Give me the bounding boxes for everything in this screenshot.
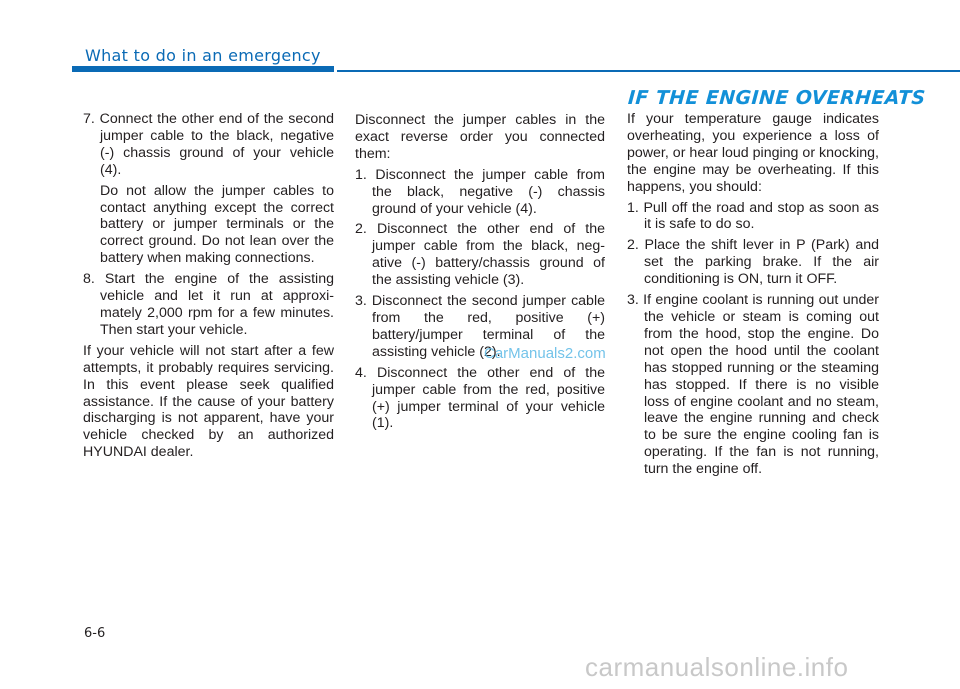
section-title: What to do in an emergency: [85, 46, 321, 65]
step-8: 8. Start the engine of the assisting vehicle and let it run at approximately 2,000 rpm for a few minutes. Then start your vehicle.: [83, 271, 334, 338]
disconnect-step-1: 1. Disconnect the jumper cable from the black, negative (-) chassis ground of your vehicle (4).: [355, 166, 605, 217]
overheat-step-2: 2. Place the shift lever in P (Park) and set the parking brake. If the air conditioning is ON, turn it OFF.: [627, 237, 879, 288]
disconnect-step-3: 3. Disconnect the second jumper cable from the red, positive (+) battery/jumper terminal of the assisting vehicle (2).: [355, 293, 605, 360]
section-heading: IF THE ENGINE OVERHEATS: [627, 87, 927, 109]
text-column-3: [627, 111, 879, 482]
disconnect-step-4: 4. Disconnect the other end of the jumper cable from the red, positive (+) jumper terminal of your vehicle (1).: [355, 364, 605, 432]
watermark: CarManuals2.com: [484, 345, 606, 362]
step-7: 7. Connect the other end of the second jumper cable to the black, negative (-) chassis ground of your vehicle (4).: [83, 111, 334, 178]
page-number: 6-6: [84, 626, 106, 641]
text-column-2: [355, 112, 605, 436]
step-7-note: Do not allow the jumper cables to contact anything except the correct battery or jumper terminals or the correct ground. Do not lean over the battery when making connections.: [100, 182, 334, 267]
overheat-step-3: 3. If engine coolant is running out under the vehicle or steam is coming out from the hood, stop the engine. Do not open the hood until the coolant has stopped running or the steaming has stopped. If there is no visible loss of engine coolant and no steam, leave the engine running and check to be sure the engine cooling fan is operating. If the fan is not running, turn the engine off.: [627, 292, 879, 478]
paragraph-service: If your vehicle will not start after a few attempts, it probably requires servicing. In this event please seek qualified assistance. If the cause of your battery discharging is not apparent, have your vehicle checked by an authorized HYUNDAI dealer.: [83, 342, 334, 461]
text-column-1: [83, 111, 334, 465]
disconnect-intro: Disconnect the jumper cables in the exact reverse order you connected them:: [355, 112, 605, 162]
footer-url[interactable]: carmanualsonline.info: [585, 652, 849, 682]
header-rule: [337, 70, 960, 72]
disconnect-step-2: 2. Disconnect the other end of the jumper cable from the black, negative (-) battery/chassis ground of the assisting vehicle (3).: [355, 221, 605, 289]
header-accent-bar: [72, 66, 334, 72]
overheat-step-1: 1. Pull off the road and stop as soon as it is safe to do so.: [627, 199, 879, 233]
overheat-intro: If your temperature gauge indicates overheating, you experience a loss of power, or hear loud pinging or knocking, the engine may be overheating. If this happens, you should:: [627, 111, 879, 195]
